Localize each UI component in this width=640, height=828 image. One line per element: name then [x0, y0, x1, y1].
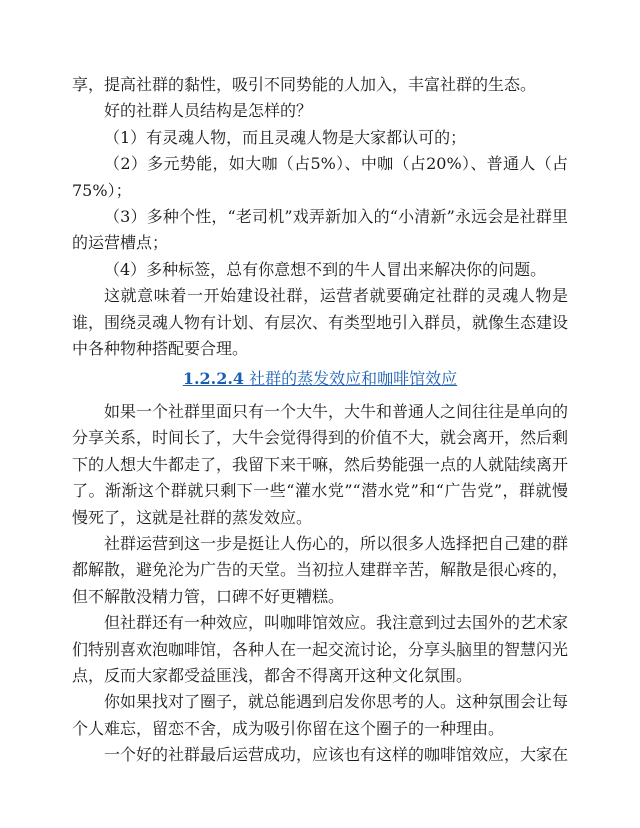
paragraph-circle: 你如果找对了圈子，就总能遇到启发你思考的人。这种氛围会让每个人难忘，留恋不舍，成为吸引你留在这个圈子的一种理由。 — [72, 692, 569, 738]
section-heading[interactable] — [72, 366, 568, 392]
paragraph-cafe-effect: 但社群还有一种效应，叫咖啡馆效应。我注意到过去国外的艺术家们特别喜欢泡咖啡馆，各种人在一起交流讨论，分享头脑里的智慧闪光点，反而大家都受益匪浅，都舍不得离开这种文化氛围。 — [72, 613, 569, 685]
paragraph-continuation: 享，提高社群的黏性，吸引不同势能的人加入，丰富社群的生态。 — [72, 75, 537, 94]
paragraph-summary: 这就意味着一开始建设社群，运营者就要确定社群的灵魂人物是谁，围绕灵魂人物有计划、有层次、有类型地引入群员，就像生态建设中各种物种搭配要合理。 — [72, 286, 569, 359]
document-page — [72, 72, 568, 769]
list-item-4: （4）多种标签，总有你意想不到的牛人冒出来解决你的问题。 — [104, 259, 547, 279]
paragraph-disband: 社群运营到这一步是挺让人伤心的，所以很多人选择把自己建的群都解散，避免沦为广告的天堂。当初拉人建群辛苦，解散是很心疼的，但不解散没精力管，口碑不好更糟糕。 — [72, 533, 569, 606]
paragraph-question: 好的社群人员结构是怎样的？ — [104, 101, 313, 121]
paragraph-closing: 一个好的社群最后运营成功，应该也有这样的咖啡馆效应，大家在 — [104, 745, 569, 765]
section-number: 1.2.2.4 — [182, 369, 245, 389]
list-item-3: （3）多种个性，“老司机”戏弄新加入的“小清新”永远会是社群里的运营槽点； — [72, 207, 568, 253]
paragraph-evaporation: 如果一个社群里面只有一个大牛，大牛和普通人之间往往是单向的分享关系，时间长了，大牛会觉得得到的价值不大，就会离开，然后剩下的人想大牛都走了，我留下来干嘛，然后势能强一点的人就陆续离开了。渐渐这个群就只剩下一些“灌水党”“潜水党”和“广告党”，群就慢慢死了，这就是社群的蒸发效应。 — [72, 401, 569, 527]
list-item-2: （2）多元势能，如大咖（占5%）、中咖（占20%）、普通人（占75%）； — [72, 154, 568, 200]
section-title: 社群的蒸发效应和咖啡馆效应 — [249, 369, 458, 389]
list-item-1: （1）有灵魂人物，而且灵魂人物是大家都认可的； — [104, 127, 467, 147]
